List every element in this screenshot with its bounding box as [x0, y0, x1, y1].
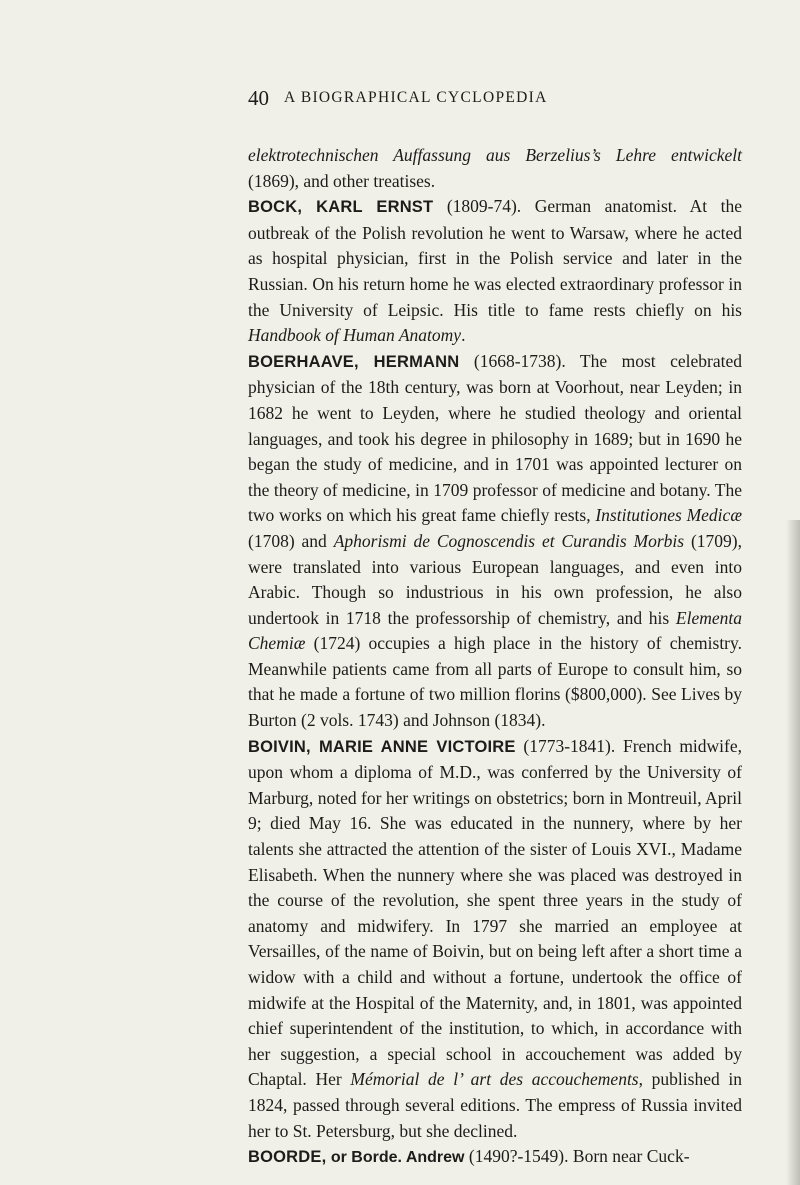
work-title: Aphorismi de Cognoscendis et Curandis Morbis	[333, 530, 685, 551]
continuation-paragraph	[248, 143, 742, 194]
body-text	[248, 143, 742, 1171]
entry-text: (1724) occupies a high place in the history of chemistry. Meanwhile patients came from all parts of Europe to consult him, so that he made a fortune of two million florins ($800,000). See Lives by Burton (2 vols. 1743) and Johnson (1834).	[248, 633, 742, 731]
entry-dates: (1490?-1549).	[464, 1146, 569, 1167]
work-title: elektrotechnischen Auffassung aus Berzelius’s Lehre entwickelt	[248, 145, 742, 165]
continuation-rest: (1869), and other treatises.	[248, 170, 436, 191]
page-number: 40	[248, 86, 269, 110]
entry-bock	[248, 194, 742, 349]
work-title: Mémorial de l’ art des accouchements	[350, 1069, 639, 1090]
entry-boorde	[248, 1144, 742, 1171]
entry-headword: BOORDE,	[248, 1148, 327, 1167]
entry-text: French midwife, upon whom a diploma of M.D., was conferred by the University of Marburg, noted for her writings on obstetrics; born in Montreuil, April 9; died May 16. She was educated in the nunnery, where by her talents she attracted the attention of the sister of Louis XVI., Madame Elisabeth. When the nunnery where she was placed was destroyed in the course of the revolution, she spent three years in the study of anatomy and midwifery. In 1797 she married an employee at Versailles, of the name of Boivin, but on being left after a short time a widow with a child and without a fortune, undertook the office of midwife at the Hospital of the Maternity, and, in 1801, was appointed chief superintendent of the institution, to which, in accordance with her suggestion, a special school in accouchement was added by Chaptal. Her	[248, 735, 743, 1090]
entry-headword: BOCK, KARL ERNST	[248, 198, 434, 217]
entry-text: (1709), were translated into various European languages, and even into Arabic. Though so industrious in his own profession, he also undertook in 1718 the professorship of chemistry, and his	[248, 530, 742, 628]
entry-boivin	[248, 734, 742, 1145]
page-header	[248, 86, 742, 114]
entry-alt-name: or Borde. Andrew	[326, 1149, 465, 1167]
entry-text: , published in 1824, passed through several editions. The empress of Russia invited her to St. Petersburg, but she declined.	[248, 1069, 742, 1141]
work-title: Handbook of Human Anatomy	[248, 325, 462, 346]
entry-dates: (1809-74).	[433, 196, 522, 217]
work-title: Elementa Chemiæ	[248, 607, 742, 654]
entry-boerhaave	[248, 349, 742, 734]
entry-text: (1708) and	[248, 530, 334, 551]
entry-text: The most celebrated physician of the 18th century, was born at Voorhout, near Leyden; in 1682 he went to Leyden, where he studied theology and oriental languages, and took his degree in philosophy in 1689; but in 1690 he began the study of medicine, and in 1701 was appointed lecturer on the theory of medicine, in 1709 professor of medicine and botany. The two works on which his great fame chiefly rests,	[248, 350, 742, 526]
entry-text: .	[461, 325, 466, 346]
entry-text: German anatomist. At the outbreak of the Polish revolution he went to Warsaw, where he acted as hospital physician, first in the Polish service and later in the Russian. On his return home he was elected extraordinary professor in the University of Leipsic. His title to fame rests chiefly on his	[248, 196, 742, 320]
page-edge-shadow	[786, 520, 800, 1185]
entry-headword: BOERHAAVE, HERMANN	[248, 352, 460, 371]
entry-headword: BOIVIN, MARIE ANNE VICTOIRE	[248, 737, 516, 756]
entry-dates: (1773-1841).	[515, 735, 616, 756]
entry-text: Born near Cuck-	[568, 1146, 690, 1167]
entry-dates: (1668-1738).	[459, 350, 566, 371]
running-head: A BIOGRAPHICAL CYCLOPEDIA	[284, 89, 548, 106]
work-title: Institutiones Medicæ	[595, 505, 742, 526]
